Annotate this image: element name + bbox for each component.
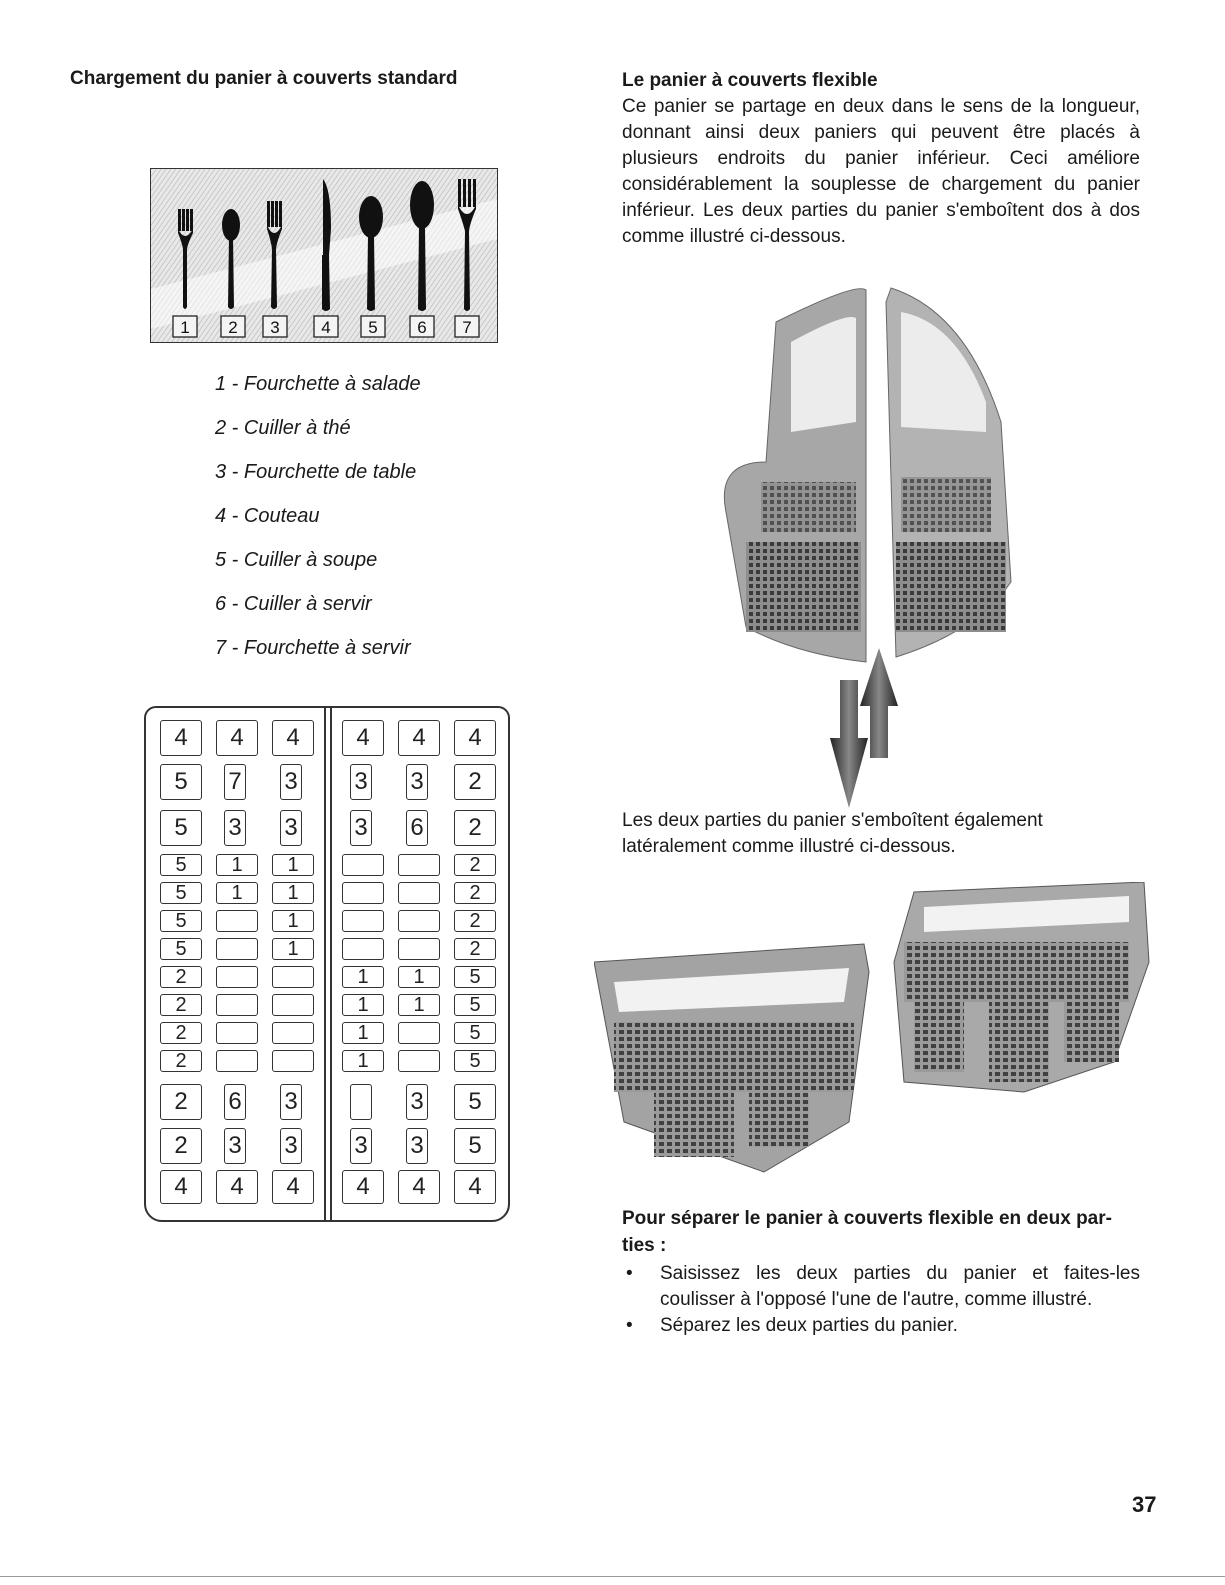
basket-slot — [216, 938, 258, 960]
basket-slot: 4 — [160, 720, 202, 756]
basket-slot: 2 — [454, 764, 496, 800]
basket-slot — [272, 966, 314, 988]
basket-slot: 1 — [216, 854, 258, 876]
basket-slot: 3 — [406, 1128, 428, 1164]
basket-slot: 2 — [160, 994, 202, 1016]
section-heading-flexible-basket: Le panier à couverts flexible — [622, 70, 878, 91]
bullet-icon: • — [626, 1263, 633, 1284]
basket-slot — [216, 910, 258, 932]
legend-item: 1 - Fourchette à salade — [215, 373, 421, 395]
basket-slot: 3 — [280, 810, 302, 846]
basket-slot: 3 — [280, 764, 302, 800]
basket-slot: 2 — [454, 938, 496, 960]
basket-slot: 6 — [406, 810, 428, 846]
utensil-number: 2 — [228, 318, 238, 337]
basket-slot: 1 — [342, 1022, 384, 1044]
basket-slot — [272, 994, 314, 1016]
basket-slot — [272, 1050, 314, 1072]
cutlery-basket-loading-diagram — [144, 706, 510, 1222]
legend-item: 7 - Fourchette à servir — [215, 637, 411, 659]
basket-slot: 3 — [350, 764, 372, 800]
basket-slot: 1 — [272, 882, 314, 904]
basket-slot: 1 — [342, 1050, 384, 1072]
basket-slot: 5 — [160, 854, 202, 876]
basket-slot: 5 — [454, 1084, 496, 1120]
basket-slot: 3 — [350, 810, 372, 846]
basket-slot — [342, 854, 384, 876]
basket-slot — [216, 1022, 258, 1044]
basket-slot: 2 — [160, 1128, 202, 1164]
basket-slot: 5 — [160, 764, 202, 800]
basket-slot: 3 — [224, 1128, 246, 1164]
basket-slot: 5 — [160, 810, 202, 846]
flexible-basket-description: Ce panier se partage en deux dans le sens de la longueur, donnant ainsi deux paniers qui peuvent être placés à plusieurs endroits du panier inférieur. Ceci améliore considérablement la souplesse de chargement du panier inférieur. Les deux parties du panier s'emboîtent dos à dos comme illustré ci-dessous. — [622, 96, 1140, 247]
basket-slot: 2 — [160, 966, 202, 988]
basket-slot: 1 — [398, 966, 440, 988]
basket-slot: 3 — [350, 1128, 372, 1164]
basket-slot — [398, 854, 440, 876]
basket-slot — [398, 910, 440, 932]
basket-slot: 5 — [160, 882, 202, 904]
basket-slot: 4 — [216, 720, 258, 756]
separation-heading: Pour séparer le panier à couverts flexible en deux par-ties : — [622, 1208, 1112, 1256]
basket-slot — [398, 938, 440, 960]
side-by-side-description-block — [622, 808, 1140, 860]
basket-back-to-back-photo — [706, 282, 1016, 667]
basket-slot — [342, 938, 384, 960]
basket-slot: 3 — [406, 1084, 428, 1120]
basket-slot: 3 — [224, 810, 246, 846]
basket-slot: 4 — [398, 1170, 440, 1204]
basket-slot: 4 — [342, 1170, 384, 1204]
utensil-number: 1 — [180, 318, 190, 337]
basket-slot — [398, 1022, 440, 1044]
instruction-text: Séparez les deux parties du panier. — [660, 1315, 958, 1336]
basket-slot: 3 — [280, 1128, 302, 1164]
basket-slot: 4 — [272, 1170, 314, 1204]
basket-slot: 1 — [272, 910, 314, 932]
separation-instructions — [622, 1205, 1140, 1339]
basket-slot: 1 — [216, 882, 258, 904]
utensil-number: 4 — [321, 318, 331, 337]
basket-slot: 1 — [342, 994, 384, 1016]
basket-slot: 5 — [454, 966, 496, 988]
basket-slot: 2 — [454, 854, 496, 876]
basket-slot: 4 — [454, 720, 496, 756]
basket-slot: 2 — [160, 1084, 202, 1120]
basket-slot: 4 — [160, 1170, 202, 1204]
basket-slot: 4 — [216, 1170, 258, 1204]
instruction-text: Saisissez les deux parties du panier et faites-les coulisser à l'opposé l'une de l'autre, comme illustré. — [660, 1263, 1140, 1310]
basket-slot: 1 — [342, 966, 384, 988]
bullet-icon: • — [626, 1315, 633, 1336]
basket-slot: 2 — [160, 1050, 202, 1072]
basket-slot: 4 — [398, 720, 440, 756]
instruction-item — [622, 1261, 1140, 1313]
basket-slot: 4 — [454, 1170, 496, 1204]
basket-slot: 6 — [224, 1084, 246, 1120]
basket-slot: 5 — [454, 1050, 496, 1072]
basket-divider — [324, 708, 326, 1220]
basket-slot — [216, 966, 258, 988]
basket-slot: 2 — [454, 810, 496, 846]
basket-slot: 5 — [454, 994, 496, 1016]
slide-arrows-icon — [822, 648, 908, 820]
utensil-number: 7 — [462, 318, 472, 337]
section-heading-standard-basket: Chargement du panier à couverts standard — [70, 68, 458, 89]
basket-slot — [350, 1084, 372, 1120]
basket-slot: 4 — [342, 720, 384, 756]
instruction-item — [622, 1313, 1140, 1339]
basket-slot — [272, 1022, 314, 1044]
basket-slot: 5 — [160, 910, 202, 932]
basket-slot: 1 — [398, 994, 440, 1016]
legend-item: 3 - Fourchette de table — [215, 461, 417, 483]
page-number: 37 — [1132, 1492, 1157, 1517]
utensil-legend — [215, 370, 421, 678]
basket-slot: 3 — [406, 764, 428, 800]
legend-item: 5 - Cuiller à soupe — [215, 549, 378, 571]
basket-slot — [342, 910, 384, 932]
basket-slot: 2 — [454, 882, 496, 904]
page-bottom-rule — [0, 1576, 1225, 1577]
basket-slot: 1 — [272, 854, 314, 876]
basket-slot: 7 — [224, 764, 246, 800]
utensil-illustration — [150, 168, 498, 343]
legend-item: 2 - Cuiller à thé — [215, 417, 351, 439]
basket-divider — [330, 708, 332, 1220]
basket-slot — [398, 882, 440, 904]
basket-slot — [216, 1050, 258, 1072]
utensil-number: 6 — [417, 318, 427, 337]
basket-slot — [398, 1050, 440, 1072]
basket-slot: 1 — [272, 938, 314, 960]
basket-slot — [216, 994, 258, 1016]
basket-side-by-side-photo — [594, 882, 1150, 1182]
legend-item: 6 - Cuiller à servir — [215, 593, 372, 615]
basket-slot: 5 — [454, 1128, 496, 1164]
basket-slot — [342, 882, 384, 904]
basket-slot: 3 — [280, 1084, 302, 1120]
basket-slot: 2 — [454, 910, 496, 932]
basket-slot: 5 — [160, 938, 202, 960]
basket-slot: 5 — [454, 1022, 496, 1044]
utensil-number: 3 — [270, 318, 280, 337]
legend-item: 4 - Couteau — [215, 505, 320, 527]
basket-slot: 2 — [160, 1022, 202, 1044]
utensil-number: 5 — [368, 318, 378, 337]
side-by-side-description: Les deux parties du panier s'emboîtent également latéralement comme illustré ci-dessous. — [622, 810, 1043, 857]
basket-slot: 4 — [272, 720, 314, 756]
